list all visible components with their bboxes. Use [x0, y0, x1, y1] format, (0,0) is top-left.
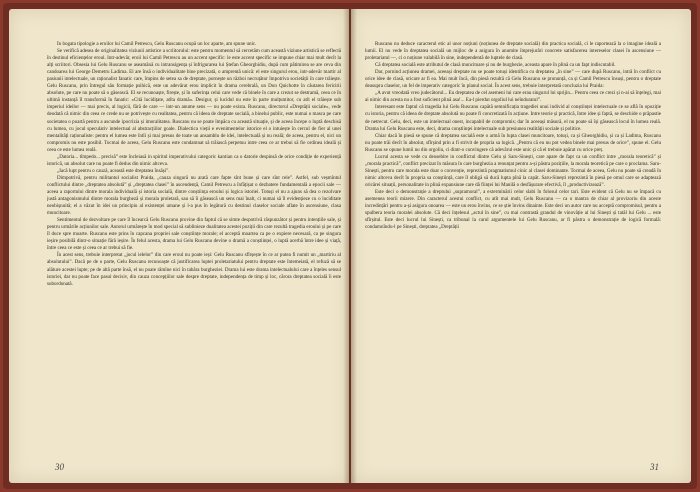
paragraph: Lucrul acesta se vede cu deosebire in conflictul dintre Gelu și Saru-Sinești, care apare de fapt ca un conflict intre „morala teoretică” și „morala practică”, conflict precizat în măsura în care burghezia a renunțat pentru a-și păstra pozițiile, la morala teoretică pe care o proclama. Saru-Sinești, pentru care morala este doar o convenție, reprezintă pragmatismul cinic al clasei dominante. Tocmai de aceea, Gelu nu poate să creadă în nimic altceva decît în propria sa conștiință, care îl obligă să ducă lupta pînă la capăt. Saru-Sinești reprezintă în piesă pe omul care se adaptează oricărei situații, personalitate in plină expansiune care dă ființei lui Manilă o desfășurare efectivă, îl „productivizează”.: [365, 153, 661, 188]
right-page-text: [365, 41, 661, 453]
paragraph: Interesant este faptul că tragedia lui Gelu Ruscanu capătă semnificația tragediei unui individ al conștiinței intelectuale ce se află în opoziție cu istoria, pentru că ideea de dreptate absolută nu poate fi concretizată în acțiune. Intre teorie și practică, între idee și faptă, se deschide o prăpastie de netrecut. Gelu, deci, este un intelectual onest, incapabil de compromis; dar în aceeași măsură, el nu poate să își găsească locul în lumea reală. Drama lui Gelu Ruscanu este, deci, drama conștiinței intelectuale sub presiunea realității sociale și politice.: [365, 104, 661, 132]
right-page: [351, 9, 691, 483]
paragraph: Că dreptatea socială este atributul de clasă muncitoare și nu de burghezie, aceasta apare în plină ca un fapt indiscutabil.: [375, 62, 616, 69]
paragraph: Dar, pornind acțiunea dramei, aceeași dreptate nu se poate totuși identifica cu dreptatea „în sine” — care după Ruscanu, intră în conflict cu orice idee de clasă, oricare ar fi ea. Mai mult încă, din piesă rezultă că Gelu Ruscanu se pronunță, ca și Camil Petrescu însuși, pentru o dreptate deasupra claselor, un fel de imperativ categoric în planul social. În acest sens, trebuie interpretată concluzia lui Praida:: [365, 69, 661, 90]
paragraph: „Datoria... tîmpedo... precisă” este încleiasă in spiritul imperativului categoric kantian ca o datorie despinsă de orice condiție de experiență istorică, un absolut care nu poate fi dedus din nimic altceva.: [47, 153, 341, 167]
paragraph: „A avut vreodată vreo judecătorul... Eu dreptatea de cel asemeni lui care erau singurul lui sprijin... Pentru ceea ce crezi și n-ai să înțelegi, mai ai nimic din acesta nu a fost suficient plină asa!... Ea-l pierdut orgoliul lui neînduratul”.: [365, 90, 661, 104]
left-page-text: [47, 41, 341, 453]
paragraph: În bogata tipologie a eroilor lui Camil Petrescu, Gelu Ruscanu ocupă un loc aparte, am spune unic.: [57, 41, 257, 47]
paragraph: Dimpotrivă, pentru militantul socialist Praida, „cauza singură nu arată care fapte sînt bune și care sînt rele”. Astfel, sub veșmîntul conflictului dintre „dreptatea absolută” și „dreptatea clasei” în ascendență, Camil Petrescu a înfățișat o dezbatere fundamentală a epocii sale — aceea a raportului dintre morala individuală și istoria socială, dintre conștiința eroului și logica istoriei. Totuși el nu a ajuns să dea o rezolvare justă antagonismului dintre morala burgheză și morala proletară, sau să îi găsească un sens mai înalt, ci numai să îl evidențieze cu o luciditate neobișnuită; el a văzut în idei un principiu al existenței umane și l-a pus în legătură cu destinul claselor sociale aflate în ascensiune, clasa muncitoare.: [47, 174, 341, 217]
page-number-left: 30: [55, 462, 64, 472]
page-number-right: 31: [650, 462, 659, 472]
paragraph: În acest sens, trebuie interpretat „jocul ielelor” din care eroul nu poate ieși: Gelu Ruscanu sfîrșește în ce ar putea fi numit un „martiriu al absolutului”. Dacă pe de o parte, Gelu Ruscanu recunoaște că justificarea luptei proletariatului pentru dreptate este întemeiată, el refuză să se alăture acestei lupte; pe de altă parte însă, el nu poate rămîne nici în tabăra burgheziei. Drama lui este drama intelectualului care a înțeles sensul istoriei, dar nu poate face pasul decisiv, din cauza concepțiilor sale despre dreptate, independența de timp și loc, cărora dreptatea socială îi este subordonată.: [47, 252, 341, 287]
paragraph: „Iacă lupt pentru o cauză, această este dreptatea însăși”.: [57, 167, 170, 174]
open-book: [3, 3, 697, 489]
paragraph: Se verifică adesea de originalitatea viziunii artistice a scriitorului: este pentru momentul să cercetăm cum această viziune artistică se reflectă în destinul eficiențelor eroul. Intr-adevăr, eroii lui Camil Petrescu au un accent specific: le este accent specific se impune chiar mai mult decît la alți scriitori. Obsesia lui Gelu Ruscanu se aseamănă cu intransigența și înfrigurarea lui Ștefan Gheorghidiu, după cum pătimirea se are ceva din candoarea lui George Demetru Ladima. El are însă o individualitate bine precizată, o amprentă unică: el este singurul erou, intr-adevăr martir al pasiunii intelectuale, un raționalist fanatic care, împins de setea sa de dreptate, pornește un război necruțător împotriva societății în care trăiește. Gelu Ruscanu, prin întregul său formație psihică, este un adevărat erou implicit în drama cerebrală, un Don Quichotte în căutarea fericirii absolute, pe care nu poate să o găsească. El se recunoaște, firește, și în suferința celui care vede că binele în care a crezut se destramă, ceea ce în ultimă instanță îl transformă în fanatic: «Cită lucidițate, atîta dramă». Desigur, și lucidul nu este în parte mulțumitor, cu atît el trăiește sub imperiul ideilor — mai precis, al logicii, fără de care — intr-un anume sens — nu poate exista. Ruscanu, directorul «Dreptății sociale», vede deodată că nimic din ceea ce crede nu se potrivește cu realitatea, pentru că ideea de dreptate socială, a binelui public, este numai o masca pe care societatea o poartă pentru a ascunde ipocrizia și imoralitatea. Ruscanu nu se poate împăca cu această situație, și de aceea începe o luptă deschisă cu lumea, cu jocul speculativ intelectual al abstracțiilor goale. Dialectica vieții e evenimentelor istorice el o intuiește în cercul de fier al unei mentalități raționaliste: pentru el lumea este întîi și mai presus de toate un ansamblu de idei, intelectuală și nu reală; de aceea, pentru el, nici un compromis nu este posibil. Tocmai de aceea, Gelu Ruscanu este condamnat să trăiască perpetuu intre ceea ce ar trebui să fie ordinea ideală și ceea ce este lumea reală.: [47, 48, 341, 153]
paragraph: Chiar dacă în piesă se spune că dreptatea socială este o armă în lupta clasei muncitoare, totuși, ca și Gheorghidiu, și ca și Ladima, Ruscanu nu poate trăi decît în absolut, sfîrșind prin a fi strivit de propria sa logică. „Pentru că eu nu pot vedea binele mai presus de orice”, spune el. Gelu Ruscanu se opune lumii nu din orgoliu, ci dintr-o convingere că adevărul este unic și că el trebuie apărat cu orice preț.: [365, 132, 661, 153]
paragraph: Ruscanu nu deduce caracterul etic al unor noțiuni (noțiunea de dreptate socială) din practica socială, ci le raportează la o imagine ideală a lumii. El nu vede în dreptatea socială un mijloc de a asigura în anumite împrejurări concrete satisfacerea intereselor clasei în ascensiune — proletariatul —, ci o noțiune valabilă în sine, independentă de luptele de clasă.: [365, 41, 661, 62]
left-page: [9, 9, 349, 483]
paragraph: Sentimentul de dezvoltare pe care îl încearcă Gelu Ruscanu provine din faptul că se simte despotrivă răspunzător și pentru intențiile sale, și pentru urmările acțiunilor sale. Autorul urmărește în mod special să sublinieze dualitatea acestei poziții din care rezultă tragedia eroului și pe care îl duce spre moarte. Ruscanu este prins în capcana propriei sale conștiințe morale; el acceptă moartea ca pe o expiere necesară, ca pe singura ieșire posibilă dintr-o situație fără ieșire. În felul acesta, drama lui Gelu Ruscanu devine o dramă a conștiinței, o luptă acerbă între idee și viață, între ceea ce este și ceea ce ar trebui să fie.: [47, 217, 341, 252]
paragraph: Este deci o demonstrație a dreptului „supramoral”, a exterminării celor slabi în folosul celor tari. Este evident că Gelu nu se împacă cu asemenea teorii mizere. Din caracterul acestui conflict, cu atît mai mult, Gelu Ruscanu — ca o mantra de chiar al provizoriu din aceste incredințări pentru a-și asigura onoarea — este un erou învins, ce se știe învins dinainte. Este deci un autor care nu acceptă compromisul, pentru a spulbera teoria moralei absolute. Că deci înțelesul „actul în sine”, cu mai contrastă grandul de vinovăție al lui Sinești și tatăl lui Gelu ... este sfîrșitul. Este deci lucrul lui Sinești, ca tribunal la carul argumentele lui Gelu Ruscanu, ar fi păstra o demonstrație de logică formală: condamnîndu-l pe Sinești, dreptatea „Dreptății: [365, 188, 661, 231]
